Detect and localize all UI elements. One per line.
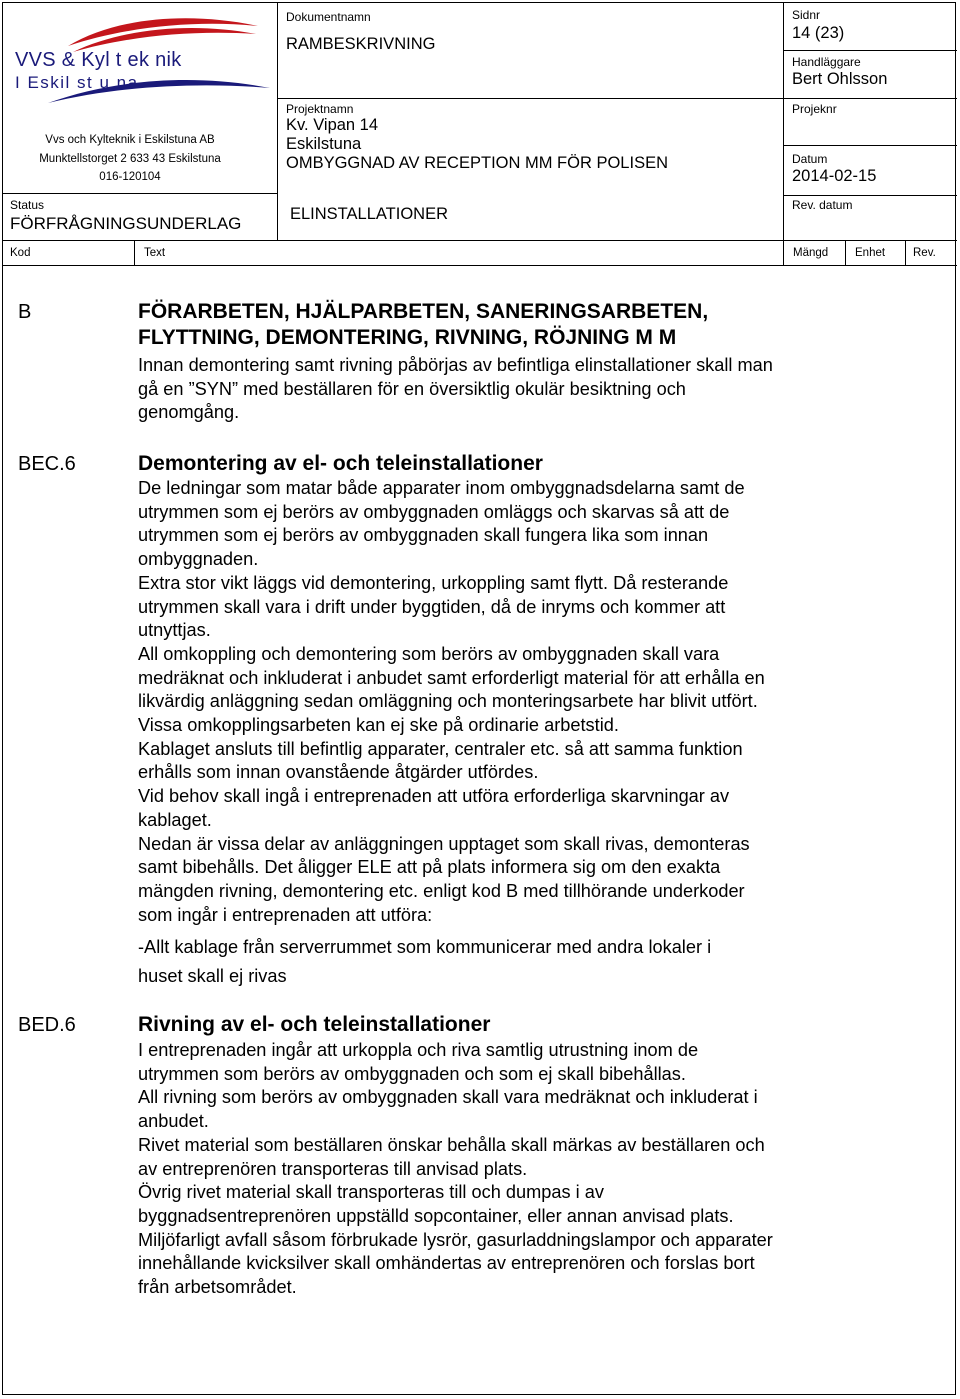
body-line: Vissa omkopplingsarbeten kan ej ske på ordinarie arbetstid. bbox=[138, 715, 619, 736]
column-text: Text bbox=[144, 247, 166, 259]
section-heading: Rivning av el- och teleinstallationer bbox=[138, 1013, 491, 1036]
note-line: huset skall ej rivas bbox=[138, 966, 287, 986]
section-heading: Demontering av el- och teleinstallationer bbox=[138, 452, 543, 475]
body-line: Extra stor vikt läggs vid demontering, urkoppling samt flytt. Då resterande bbox=[138, 572, 729, 593]
status-value: FÖRFRÅGNINGSUNDERLAG bbox=[10, 214, 242, 233]
date-label: Datum bbox=[792, 152, 828, 166]
column-divider bbox=[783, 240, 784, 265]
body-line: Vid behov skall ingå i entreprenaden att utföra erforderliga skarvningar av bbox=[138, 786, 730, 807]
section-note bbox=[138, 933, 868, 991]
project-line: Kv. Vipan 14 bbox=[286, 116, 379, 134]
date-value: 2014-02-15 bbox=[792, 167, 877, 185]
column-divider bbox=[134, 240, 135, 265]
body-line: samt bibehålls. Det åligger ELE att på plats informera sig om den exakta bbox=[138, 857, 721, 878]
body-line: De ledningar som matar både apparater inom ombyggnadsdelarna samt de bbox=[138, 478, 745, 498]
company-address: Munktellstorget 2 633 43 Eskilstuna bbox=[39, 153, 221, 165]
header-divider bbox=[783, 50, 957, 51]
project-name-label: Projektnamn bbox=[286, 102, 354, 116]
body-line: av entreprenören transporteras till anvisad plats. bbox=[138, 1158, 528, 1179]
body-line: All omkoppling och demontering som berörs av ombyggnaden skall vara bbox=[138, 643, 720, 664]
section-body bbox=[138, 1039, 868, 1300]
body-line: mängden rivning, demontering etc. enligt kod B med tillhörande underkoder bbox=[138, 880, 745, 901]
body-line: som ingår i entreprenaden att utföra: bbox=[138, 904, 433, 925]
body-line: Kablaget ansluts till befintlig apparater, centraler etc. så att samma funktion bbox=[138, 738, 743, 759]
column-divider bbox=[845, 240, 846, 265]
body-line: byggnadsentreprenören uppställd sopcontainer, eller annan anvisad plats. bbox=[138, 1205, 734, 1226]
body-line: gå en ”SYN” med beställaren för en översiktlig okulär besiktning och bbox=[138, 378, 686, 399]
logo-title: VVS & Kyl t ek nik bbox=[15, 49, 182, 71]
body-line: Nedan är vissa delar av anläggningen upptaget som skall rivas, demonteras bbox=[138, 833, 750, 854]
body-line: Rivet material som beställaren önskar behålla skall märkas av beställaren och bbox=[138, 1134, 765, 1155]
body-line: I entreprenaden ingår att urkoppla och riva samtlig utrustning inom de bbox=[138, 1040, 699, 1060]
body-line: likvärdig anläggning sedan omläggning och monteringsarbete har blivit utfört. bbox=[138, 691, 758, 712]
header-divider bbox=[783, 195, 957, 196]
section-body bbox=[138, 354, 868, 425]
body-line: anbudet. bbox=[138, 1111, 209, 1132]
page-number: 14 (23) bbox=[792, 24, 845, 42]
header-divider bbox=[277, 2, 278, 240]
project-no-label: Projeknr bbox=[792, 102, 837, 116]
header-divider bbox=[783, 145, 957, 146]
body-line: utrymmen som ej berörs av ombyggnaden omläggs och skarvas så att de bbox=[138, 501, 730, 522]
body-line: erhålls som innan ovanstående åtgärder utfördes. bbox=[138, 762, 539, 783]
rev-date-label: Rev. datum bbox=[792, 198, 853, 212]
body-line: Miljöfarligt avfall såsom förbrukade lysrör, gasurladdningslampor och apparater bbox=[138, 1229, 773, 1250]
body-line: ombyggnaden. bbox=[138, 549, 259, 570]
section-title: ELINSTALLATIONER bbox=[290, 205, 449, 223]
section-heading: FÖRARBETEN, HJÄLPARBETEN, SANERINGSARBETEN, bbox=[138, 300, 709, 323]
column-mangd: Mängd bbox=[793, 247, 829, 259]
section-heading: FLYTTNING, DEMONTERING, RIVNING, RÖJNING M M bbox=[138, 326, 677, 349]
body-line: innehållande kvicksilver skall omhändertas av entreprenören och forslas bort bbox=[138, 1253, 755, 1274]
body-line: genomgång. bbox=[138, 402, 240, 423]
body-line: utrymmen som ej berörs av ombyggnaden skall fungera lika som innan bbox=[138, 525, 709, 546]
body-line: Övrig rivet material skall transporteras till och dumpas i av bbox=[138, 1182, 604, 1203]
header-divider bbox=[277, 98, 957, 99]
section-code: BED.6 bbox=[18, 1014, 76, 1036]
company-name: Vvs och Kylteknik i Eskilstuna AB bbox=[45, 134, 215, 146]
body-line: All rivning som berörs av ombyggnaden skall vara medräknat och inkluderat i bbox=[138, 1087, 758, 1108]
doc-name-label: Dokumentnamn bbox=[286, 10, 371, 24]
doc-name: RAMBESKRIVNING bbox=[286, 35, 436, 53]
project-line: Eskilstuna bbox=[286, 135, 362, 153]
header-divider bbox=[2, 240, 957, 241]
column-kod: Kod bbox=[10, 247, 31, 259]
project-line: OMBYGGNAD AV RECEPTION MM FÖR POLISEN bbox=[286, 154, 668, 172]
note-line: -Allt kablage från serverrummet som kommunicerar med andra lokaler i bbox=[138, 937, 712, 957]
body-line: kablaget. bbox=[138, 809, 212, 830]
body-line: medräknat och inkluderat i anbudet samt erforderligt material för att erhålla en bbox=[138, 667, 765, 688]
header-divider bbox=[2, 265, 957, 266]
section-body bbox=[138, 477, 868, 927]
body-line: utnyttjas. bbox=[138, 620, 211, 641]
logo-subtitle: I Eskil st u na bbox=[15, 73, 139, 92]
company-phone: 016-120104 bbox=[99, 171, 161, 183]
status-label: Status bbox=[10, 198, 45, 212]
handler-name: Bert Ohlsson bbox=[792, 70, 888, 88]
column-enhet: Enhet bbox=[855, 247, 886, 259]
column-divider bbox=[905, 240, 906, 265]
column-rev: Rev. bbox=[913, 247, 936, 259]
header-divider bbox=[2, 193, 277, 194]
handler-label: Handläggare bbox=[792, 55, 861, 69]
section-code: B bbox=[18, 301, 32, 323]
page-label: Sidnr bbox=[792, 8, 821, 22]
header-divider bbox=[783, 2, 784, 240]
body-line: Innan demontering samt rivning påbörjas av befintliga elinstallationer skall man bbox=[138, 355, 773, 375]
body-line: utrymmen som berörs av ombyggnaden och som ej skall bibehållas. bbox=[138, 1063, 686, 1084]
body-line: från arbetsområdet. bbox=[138, 1277, 297, 1298]
body-line: utrymmen skall vara i drift under byggtiden, då de inryms och kommer att bbox=[138, 596, 726, 617]
section-code: BEC.6 bbox=[18, 453, 76, 475]
